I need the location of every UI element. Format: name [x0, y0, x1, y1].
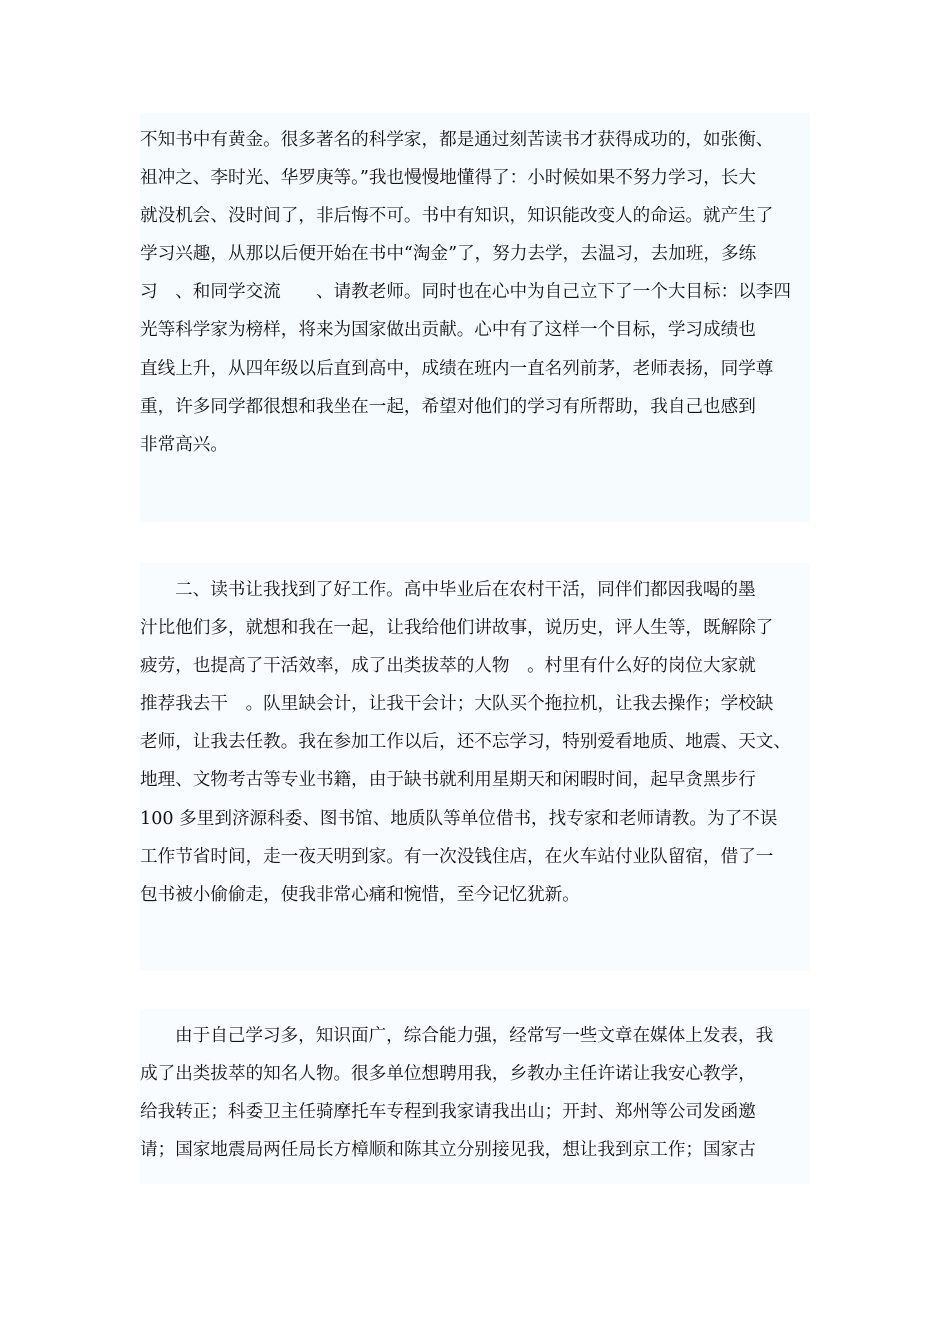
text-line: 给我转正；科委卫主任骑摩托车专程到我家请我出山；开封、郑州等公司发函邀 [140, 1102, 756, 1123]
text-line: 疲劳，也提高了干活效率，成了出类拔萃的人物 。村里有什么好的岗位大家就 [140, 656, 756, 677]
paragraph-good-job [140, 571, 810, 914]
text-line: 重，许多同学都很想和我坐在一起，希望对他们的学习有所帮助，我自己也感到 [140, 396, 756, 417]
text-line: 二、读书让我找到了好工作。高中毕业后在农村干活，同伴们都因我喝的墨 [175, 580, 756, 600]
paragraph-known-figure [140, 1017, 810, 1169]
text-line: 直线上升，从四年级以后直到高中，成绩在班内一直名列前茅，老师表扬，同学尊 [140, 358, 774, 379]
text-line: 推荐我去干 。队里缺会计，让我干会计；大队买个拖拉机，让我去操作；学校缺 [140, 694, 774, 715]
text-line: 地理、文物考古等专业书籍，由于缺书就利用星期天和闲暇时间，起早贪黑步行 [140, 770, 756, 791]
text-line: 请；国家地震局两任局长方樟顺和陈其立分别接见我，想让我到京工作；国家古 [140, 1140, 756, 1161]
paragraph-childhood-study [140, 121, 810, 464]
text-line: 光等科学家为榜样，将来为国家做出贡献。心中有了这样一个目标，学习成绩也 [140, 320, 756, 341]
text-line: 非常高兴。 [140, 434, 228, 455]
text-line: 由于自己学习多，知识面广，综合能力强，经常写一些文章在媒体上发表，我 [175, 1026, 774, 1046]
text-line: 100 多里到济源科委、图书馆、地质队等单位借书，找专家和老师请教。为了不误 [140, 808, 778, 829]
text-line: 汁比他们多，就想和我在一起，让我给他们讲故事，说历史，评人生等，既解除了 [140, 618, 774, 639]
text-line: 工作节省时间，走一夜天明到家。有一次没钱住店，在火车站付业队留宿，借了一 [140, 846, 774, 867]
text-line: 成了出类拔萃的知名人物。很多单位想聘用我，乡教办主任许诺让我安心教学， [140, 1064, 756, 1085]
text-line: 老师，让我去任教。我在参加工作以后，还不忘学习，特别爱看地质、地震、天文、 [140, 732, 791, 753]
text-line: 包书被小偷偷走，使我非常心痛和惋惜，至今记忆犹新。 [140, 884, 580, 905]
text-line: 学习兴趣，从那以后便开始在书中“淘金”了，努力去学，去温习，去加班，多练 [140, 244, 757, 265]
text-line: 祖冲之、李时光、华罗庚等。”我也慢慢地懂得了：小时候如果不努力学习，长大 [140, 168, 756, 189]
text-line: 就没机会、没时间了，非后悔不可。书中有知识，知识能改变人的命运。就产生了 [140, 206, 774, 227]
text-line: 不知书中有黄金。很多著名的科学家，都是通过刻苦读书才获得成功的，如张衡、 [140, 130, 774, 150]
text-line: 习 、和同学交流 、请教老师。同时也在心中为自己立下了一个大目标：以李四 [140, 282, 791, 303]
